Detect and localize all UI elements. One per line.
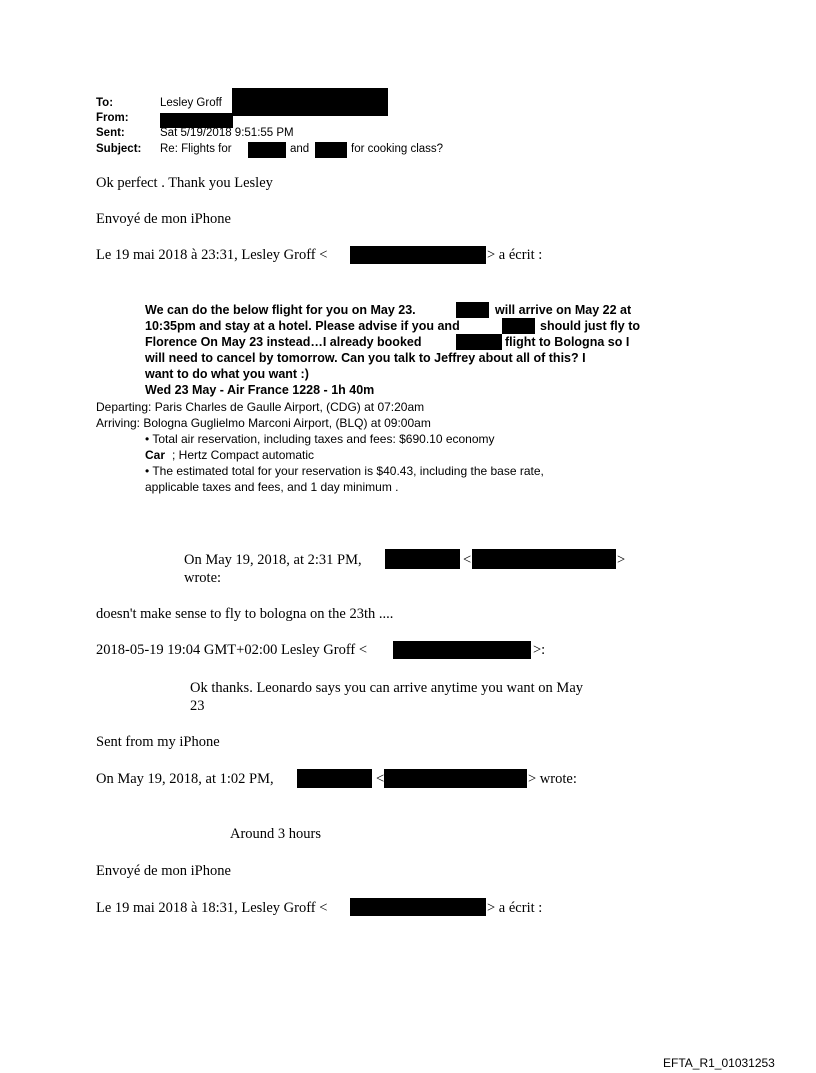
- quoted-line: will arrive on May 22 at: [495, 303, 632, 317]
- redaction-block: [232, 88, 388, 116]
- attribution-lt: <: [376, 771, 385, 787]
- sent-value: Sat 5/19/2018 9:51:55 PM: [160, 127, 294, 139]
- quoted-line: We can do the below flight for you on May 23.: [145, 303, 416, 317]
- redaction-block: [248, 142, 286, 158]
- redaction-block: [384, 769, 527, 788]
- attribution-line: > a écrit :: [487, 247, 543, 263]
- from-label: From:: [96, 112, 129, 124]
- quoted-line: will need to cancel by tomorrow. Can you talk to Jeffrey about all of this? I: [145, 351, 586, 365]
- attribution-line: Le 19 mai 2018 à 23:31, Lesley Groff <: [96, 247, 328, 263]
- subject-part2: and: [290, 143, 310, 155]
- attribution-line: Le 19 mai 2018 à 18:31, Lesley Groff <: [96, 900, 328, 916]
- attribution-line: On May 19, 2018, at 1:02 PM,: [96, 771, 274, 787]
- redaction-block: [350, 246, 486, 264]
- reply-text: Around 3 hours: [230, 826, 322, 842]
- to-label: To:: [96, 97, 114, 109]
- reply-text: Ok thanks. Leonardo says you can arrive anytime you want on May: [190, 680, 584, 696]
- signature: Envoyé de mon iPhone: [96, 211, 231, 227]
- redaction-block: [393, 641, 531, 659]
- car-label: Car: [145, 448, 166, 462]
- redaction-block: [160, 113, 233, 128]
- redaction-block: [456, 334, 502, 350]
- subject-part1: Re: Flights for: [160, 143, 232, 155]
- reply-text: doesn't make sense to fly to bologna on the 23th ....: [96, 606, 394, 622]
- signature: Envoyé de mon iPhone: [96, 863, 231, 879]
- document-id: EFTA_R1_01031253: [663, 1056, 775, 1070]
- quoted-line: should just fly to: [540, 319, 640, 333]
- redaction-block: [502, 318, 535, 334]
- subject-part3: for cooking class?: [351, 143, 444, 155]
- car-total-line: applicable taxes and fees, and 1 day minimum .: [145, 480, 399, 494]
- sent-label: Sent:: [96, 127, 125, 139]
- attribution-line: > a écrit :: [487, 900, 543, 916]
- reply-text: 23: [190, 698, 205, 714]
- car-total-line: • The estimated total for your reservation is $40.43, including the base rate,: [145, 464, 544, 478]
- quoted-line: flight to Bologna so I: [505, 335, 630, 349]
- quoted-line: want to do what you want :): [145, 367, 309, 381]
- attribution-wrote: wrote:: [184, 570, 222, 586]
- air-total-line: • Total air reservation, including taxes and fees: $690.10 economy: [145, 432, 495, 446]
- redaction-block: [456, 302, 489, 318]
- redaction-block: [472, 549, 616, 569]
- redaction-block: [350, 898, 486, 916]
- attribution-line: > wrote:: [528, 771, 577, 787]
- redaction-block: [315, 142, 347, 158]
- attribution-gt: >: [617, 552, 626, 568]
- attribution-line: On May 19, 2018, at 2:31 PM,: [184, 552, 362, 568]
- redaction-block: [297, 769, 372, 788]
- arriving-line: Arriving: Bologna Guglielmo Marconi Airport, (BLQ) at 09:00am: [96, 416, 431, 430]
- signature: Sent from my iPhone: [96, 734, 220, 750]
- attribution-lt: <: [463, 552, 472, 568]
- to-value: Lesley Groff: [160, 97, 222, 109]
- subject-label: Subject:: [96, 143, 142, 155]
- car-detail: ; Hertz Compact automatic: [172, 448, 315, 462]
- attribution-line: >:: [533, 642, 546, 658]
- quoted-line: Florence On May 23 instead…I already booked: [145, 335, 422, 349]
- flight-line: Wed 23 May - Air France 1228 - 1h 40m: [145, 383, 375, 397]
- departing-line: Departing: Paris Charles de Gaulle Airport, (CDG) at 07:20am: [96, 400, 425, 414]
- reply-text: Ok perfect . Thank you Lesley: [96, 175, 273, 191]
- redaction-block: [385, 549, 460, 569]
- attribution-line: 2018-05-19 19:04 GMT+02:00 Lesley Groff <: [96, 642, 368, 658]
- quoted-line: 10:35pm and stay at a hotel. Please advise if you and: [145, 319, 460, 333]
